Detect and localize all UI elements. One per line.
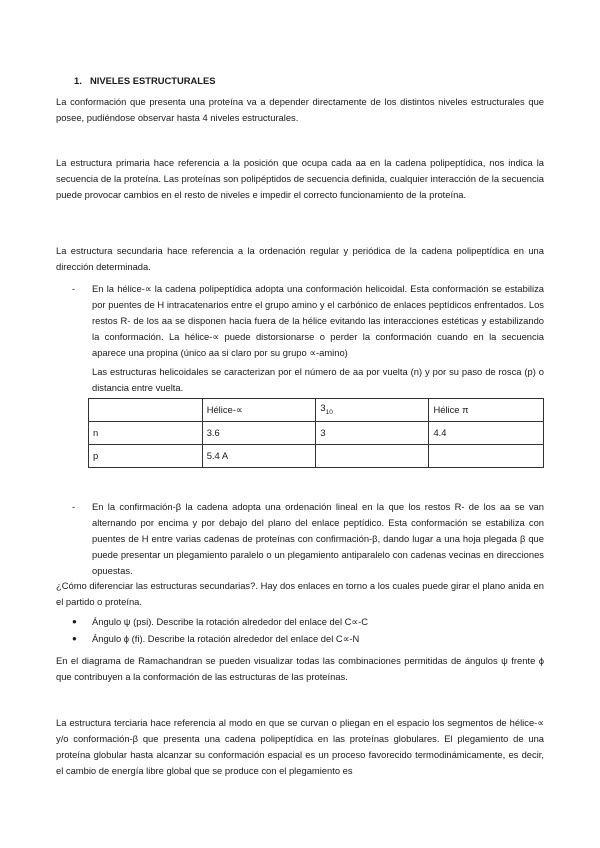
intro-paragraph: La conformación que presenta una proteína va a depender directamente de los distintos niveles estructurales que posee, pudiéndose observar hasta 4 niveles estructurales.: [56, 96, 544, 123]
table-header-cell: $3_{10}$: [316, 399, 429, 422]
tertiary-structure-paragraph: La estructura terciaria hace referencia al modo en que se curvan o pliegan en el espacio los segmentos de hélice-∝ y/o conformación-β que presenta una cadena polipeptídica en las proteínas globulares. El plegamiento de una proteína globular hasta alcanzar su conformación espacial es un proceso favorecido termodinámicamente, es decir, el cambio de energía libre global que se produce con el plegamiento es: [56, 717, 544, 776]
table-header-row: [89, 399, 544, 422]
primary-structure-paragraph: La estructura primaria hace referencia a la posición que ocupa cada aa en la cadena polipeptídica, nos indica la secuencia de la proteína. Las proteínas son polipéptidos de secuencia definida, cualquier interacción de la secuencia puede provocar cambios en el resto de niveles e impedir el correcto funcionamiento de la proteína.: [56, 157, 544, 200]
bullet: ●: [72, 617, 77, 626]
list-dash: -: [72, 283, 76, 294]
table-cell: [429, 445, 544, 468]
table-cell: 3: [316, 422, 429, 445]
question-paragraph: ¿Cómo diferenciar las estructuras secundarias?. Hay dos enlaces en torno a los cuales puede girar el plano anida en el partido o proteína.: [56, 580, 544, 607]
ramachandran-paragraph: En el diagrama de Ramachandran se pueden visualizar todas las combinaciones permitidas de ángulos ψ frente ϕ que contribuyen a la conformación de las estructuras de las proteínas.: [56, 655, 544, 682]
table-header-cell: Hélice-∝: [202, 399, 316, 422]
angle-phi-item: Ángulo ϕ (fi). Describe la rotación alrededor del enlace del C∝-N: [92, 633, 360, 644]
bullet: ●: [72, 634, 77, 643]
section-number: 1.: [74, 75, 82, 86]
section-heading: [74, 73, 216, 89]
table-row: [89, 445, 544, 468]
section-title: NIVELES ESTRUCTURALES: [90, 75, 216, 86]
table-cell: 5.4 A: [202, 445, 316, 468]
table-cell: 4.4: [429, 422, 544, 445]
secondary-structure-paragraph: La estructura secundaria hace referencia a la ordenación regular y periódica de la cadena polipeptídica en una dirección determinada.: [56, 245, 544, 272]
table-cell: [316, 445, 429, 468]
helix-table: [88, 398, 544, 468]
table-cell: n: [89, 422, 203, 445]
table-cell: [89, 399, 203, 422]
beta-sheet-paragraph: En la confirmación-β la cadena adopta una ordenación lineal en la que los restos R- de los aa se van alternando por encima y por debajo del plano del enlace peptídico. Esta conformación se estabiliza con puentes de H entre varias cadenas de proteínas con confirmación-β, dando lugar a una hoja plegada β que puede presentar un plegamiento paralelo o un plegamiento antiparalelo con cadenas vecinas en direcciones opuestas.: [92, 501, 544, 576]
table-row: [89, 422, 544, 445]
list-dash: -: [72, 501, 76, 512]
table-header-cell: Hélice π: [429, 399, 544, 422]
table-cell: 3.6: [202, 422, 316, 445]
alpha-helix-paragraph: En la hélice-∝ la cadena polipeptídica adopta una conformación helicoidal. Esta conformación se estabiliza por puentes de H intracatenarios entre el grupo amino y el carbónico de enlaces peptídicos enfrentados. Los restos R- de los aa se disponen hacia fuera de la hélice evitando las interacciones estéticas y estabilizando la conformación. La hélice-∝ puede distorsionarse o perder la conformación cuando en la secuencia aparece una propina (único aa si claro por su grupo ∝-amino): [92, 283, 544, 358]
table-cell: p: [89, 445, 203, 468]
angle-psi-item: Ángulo ψ (psi). Describe la rotación alrededor del enlace del C∝-C: [92, 616, 369, 627]
helix-parameters-paragraph: Las estructuras helicoidales se caracterizan por el número de aa por vuelta (n) y por su paso de rosca (p) o distancia entre vuelta.: [92, 366, 544, 393]
